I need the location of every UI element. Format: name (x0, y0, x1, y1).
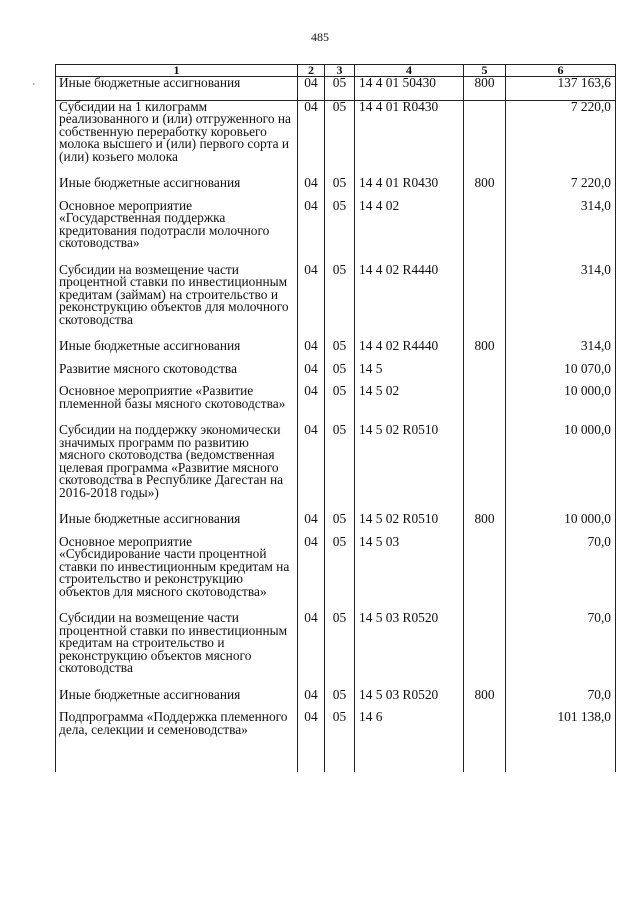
spacer-cell (506, 736, 616, 772)
row-amount: 314,0 (506, 340, 616, 363)
row-name: Субсидии на возмещение части процентной ставки по инвестиционным кредитам (займам) на строительство и реконструкцию объектов для молочного скотоводства (56, 264, 298, 341)
row-name: Иные бюджетные ассигнования (56, 77, 298, 101)
spacer-cell (325, 736, 355, 772)
row-target-code: 14 5 02 R0510 (355, 424, 464, 513)
row-subsection: 05 (325, 536, 355, 613)
row-subsection: 05 (325, 264, 355, 341)
table-row (56, 612, 616, 689)
row-section: 04 (298, 689, 325, 712)
row-expense-type (464, 711, 506, 736)
row-subsection: 05 (325, 77, 355, 101)
header-col-5: 5 (464, 65, 506, 77)
table-row (56, 385, 616, 424)
row-section: 04 (298, 612, 325, 689)
row-target-code: 14 4 02 (355, 200, 464, 264)
row-target-code: 14 4 02 R4440 (355, 264, 464, 341)
row-target-code: 14 4 02 R4440 (355, 340, 464, 363)
row-name: Основное мероприятие «Развитие племенной базы мясного скотоводства» (56, 385, 298, 424)
table-row (56, 77, 616, 101)
row-name: Основное мероприятие «Государственная поддержка кредитования подотрасли молочного скотоводства» (56, 200, 298, 264)
row-name: Подпрограмма «Поддержка племенного дела, селекции и семеноводства» (56, 711, 298, 736)
row-section: 04 (298, 177, 325, 200)
table-row (56, 340, 616, 363)
row-subsection: 05 (325, 385, 355, 424)
row-target-code: 14 5 02 R0510 (355, 513, 464, 536)
row-target-code: 14 4 01 R0430 (355, 100, 464, 177)
row-section: 04 (298, 536, 325, 613)
row-subsection: 05 (325, 424, 355, 513)
row-target-code: 14 4 01 R0430 (355, 177, 464, 200)
row-name: Основное мероприятие «Субсидирование части процентной ставки по инвестиционным кредитам на строительство и реконструкцию объектов для мясного скотоводства» (56, 536, 298, 613)
header-col-4: 4 (355, 65, 464, 77)
row-expense-type (464, 264, 506, 341)
spacer-cell (298, 736, 325, 772)
row-amount: 70,0 (506, 612, 616, 689)
table-row (56, 363, 616, 386)
row-section: 04 (298, 340, 325, 363)
row-target-code: 14 5 03 (355, 536, 464, 613)
row-expense-type (464, 424, 506, 513)
spacer-cell (464, 736, 506, 772)
spacer-cell (56, 736, 298, 772)
row-subsection: 05 (325, 340, 355, 363)
row-name: Субсидии на 1 килограмм реализованного и (или) отгруженного на собственную переработку коровьего молока высшего и (или) первого сорта и (или) козьего молока (56, 100, 298, 177)
row-section: 04 (298, 363, 325, 386)
table-row (56, 689, 616, 712)
table-row (56, 264, 616, 341)
row-expense-type: 800 (464, 340, 506, 363)
page-number: 485 (311, 30, 329, 44)
row-target-code: 14 4 01 50430 (355, 77, 464, 101)
row-amount: 10 000,0 (506, 385, 616, 424)
row-subsection: 05 (325, 513, 355, 536)
row-name: Субсидии на поддержку экономически значимых программ по развитию мясного скотоводства (ведомственная целевая программа «Развитие мясного скотоводства в Республике Дагестан на 2016-2018 годы») (56, 424, 298, 513)
row-section: 04 (298, 385, 325, 424)
row-target-code: 14 5 (355, 363, 464, 386)
row-section: 04 (298, 711, 325, 736)
row-subsection: 05 (325, 100, 355, 177)
row-name: Развитие мясного скотоводства (56, 363, 298, 386)
row-amount: 7 220,0 (506, 100, 616, 177)
row-section: 04 (298, 100, 325, 177)
table-row (56, 711, 616, 736)
row-expense-type (464, 200, 506, 264)
table-body (56, 77, 616, 773)
row-name: Иные бюджетные ассигнования (56, 689, 298, 712)
table-row (56, 513, 616, 536)
row-target-code: 14 5 02 (355, 385, 464, 424)
row-amount: 70,0 (506, 536, 616, 613)
row-name: Иные бюджетные ассигнования (56, 177, 298, 200)
row-subsection: 05 (325, 612, 355, 689)
row-section: 04 (298, 77, 325, 101)
row-expense-type (464, 612, 506, 689)
row-target-code: 14 5 03 R0520 (355, 689, 464, 712)
row-amount: 10 000,0 (506, 513, 616, 536)
row-expense-type (464, 385, 506, 424)
header-col-3: 3 (325, 65, 355, 77)
table-row (56, 200, 616, 264)
row-amount: 10 070,0 (506, 363, 616, 386)
row-expense-type: 800 (464, 689, 506, 712)
row-subsection: 05 (325, 711, 355, 736)
row-amount: 314,0 (506, 264, 616, 341)
row-amount: 10 000,0 (506, 424, 616, 513)
row-amount: 137 163,6 (506, 77, 616, 101)
row-subsection: 05 (325, 177, 355, 200)
row-expense-type: 800 (464, 513, 506, 536)
budget-table (55, 64, 616, 772)
row-amount: 70,0 (506, 689, 616, 712)
row-section: 04 (298, 513, 325, 536)
row-name: Иные бюджетные ассигнования (56, 340, 298, 363)
spacer-cell (355, 736, 464, 772)
row-target-code: 14 5 03 R0520 (355, 612, 464, 689)
row-amount: 101 138,0 (506, 711, 616, 736)
row-expense-type: 800 (464, 177, 506, 200)
table-row (56, 424, 616, 513)
row-amount: 7 220,0 (506, 177, 616, 200)
header-col-1: 1 (56, 65, 298, 77)
row-section: 04 (298, 264, 325, 341)
header-col-6: 6 (506, 65, 616, 77)
table-row (56, 100, 616, 177)
row-subsection: 05 (325, 363, 355, 386)
row-amount: 314,0 (506, 200, 616, 264)
row-expense-type (464, 363, 506, 386)
row-section: 04 (298, 200, 325, 264)
margin-mark: ` (32, 83, 36, 94)
table-row (56, 536, 616, 613)
row-target-code: 14 6 (355, 711, 464, 736)
header-col-2: 2 (298, 65, 325, 77)
row-expense-type (464, 536, 506, 613)
row-subsection: 05 (325, 689, 355, 712)
row-name: Субсидии на возмещение части процентной ставки по инвестиционным кредитам на строительство и реконструкцию объектов мясного скотоводства (56, 612, 298, 689)
row-subsection: 05 (325, 200, 355, 264)
table-row (56, 177, 616, 200)
row-name: Иные бюджетные ассигнования (56, 513, 298, 536)
row-expense-type: 800 (464, 77, 506, 101)
row-expense-type (464, 100, 506, 177)
table-tail-spacer (56, 736, 616, 772)
row-section: 04 (298, 424, 325, 513)
